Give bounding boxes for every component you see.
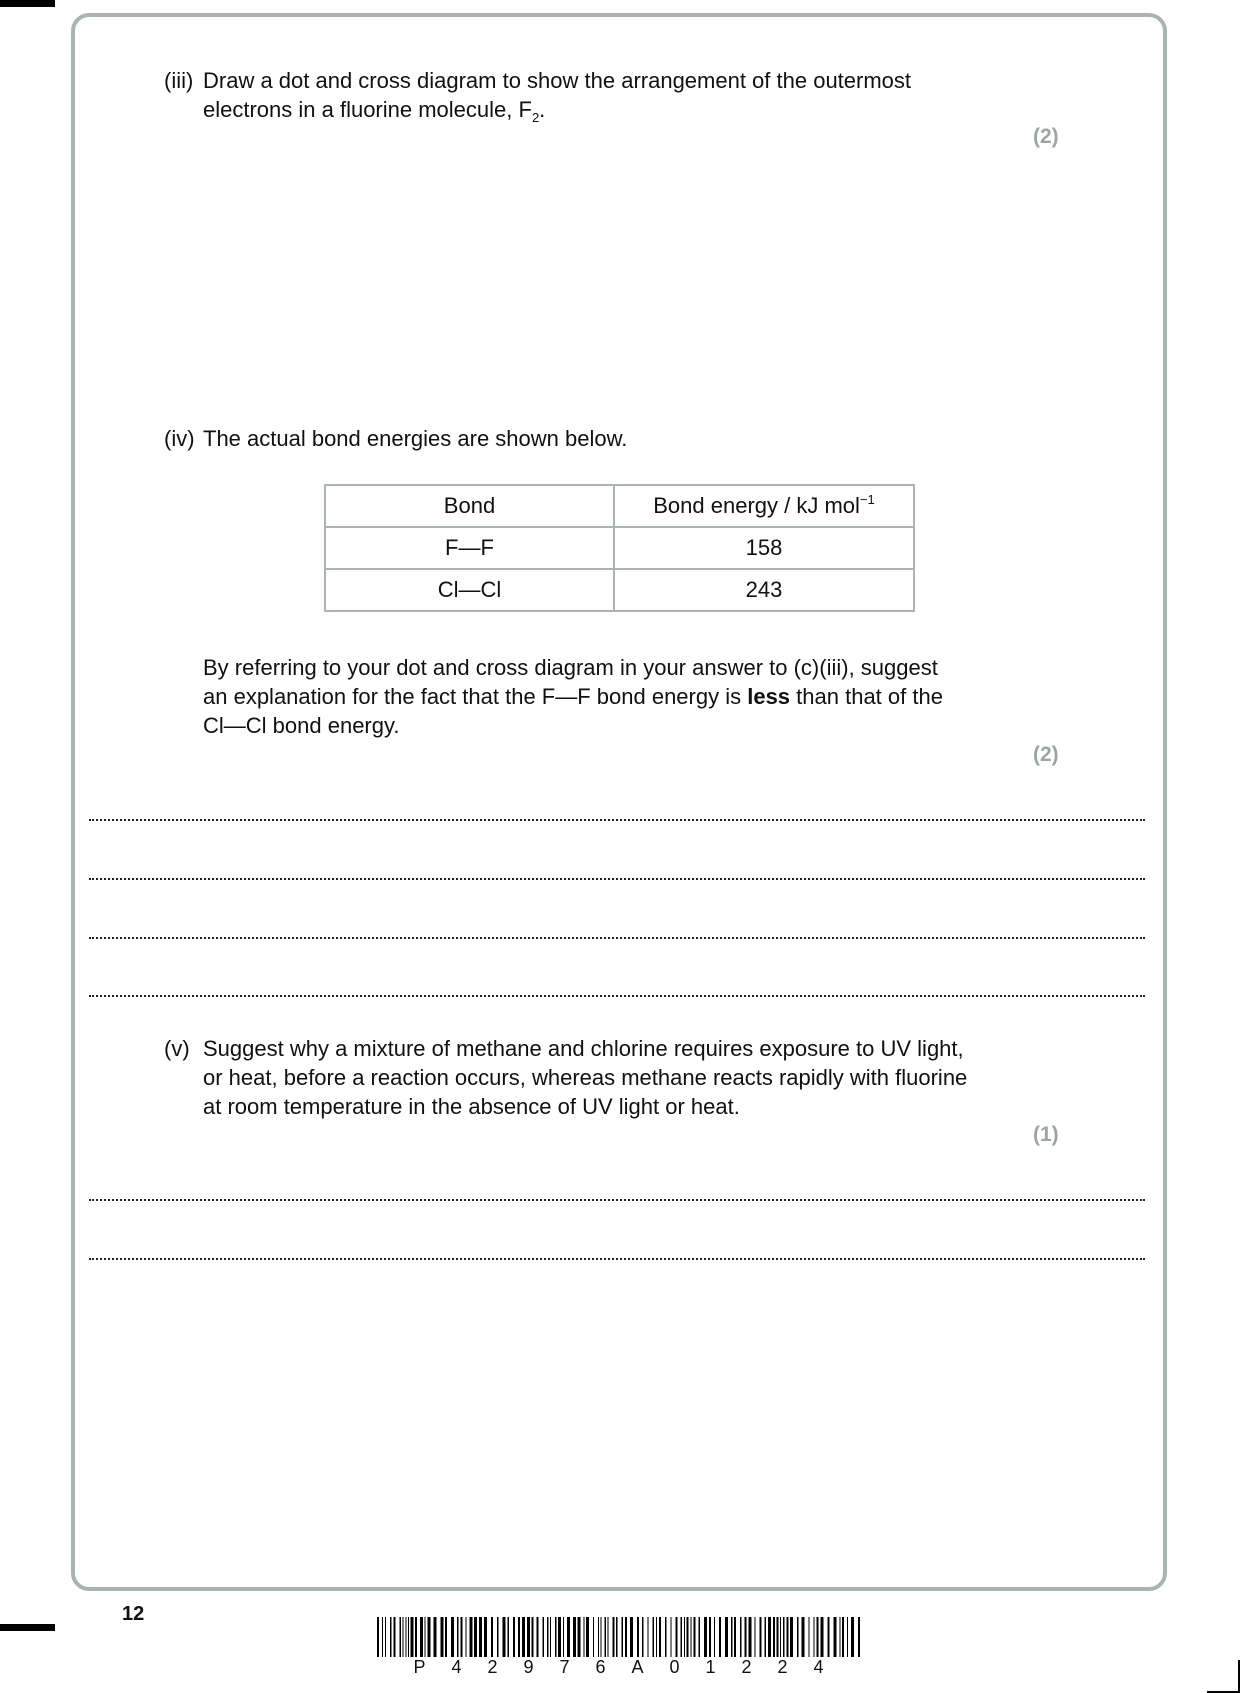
barcode-bar: [403, 1617, 404, 1657]
barcode-bar: [790, 1617, 793, 1657]
barcode-bar: [441, 1617, 444, 1657]
barcode-bar: [725, 1617, 728, 1657]
question-iv: [164, 424, 1064, 454]
barcode-bar: [734, 1617, 736, 1657]
barcode-bar: [694, 1617, 696, 1657]
barcode-bar: [382, 1617, 383, 1657]
question-iv-para-line3: Cl—Cl bond energy.: [203, 713, 400, 738]
barcode-bar: [470, 1617, 473, 1657]
question-iii-line1: Draw a dot and cross diagram to show the arrangement of the outermost: [203, 68, 912, 93]
barcode-bar: [783, 1617, 785, 1657]
barcode-char: [443, 1656, 453, 1678]
barcode-bar: [491, 1617, 493, 1657]
barcode-bar: [648, 1617, 649, 1657]
barcode-bar: [765, 1617, 767, 1657]
barcode-bar: [555, 1617, 557, 1657]
barcode-bar: [699, 1617, 701, 1657]
registration-mark-bottom-left: [0, 1624, 55, 1631]
barcode-bar: [598, 1617, 599, 1657]
barcode-bar: [479, 1617, 482, 1657]
barcode-bar: [608, 1617, 609, 1657]
barcode-bar: [755, 1617, 756, 1657]
barcode-bar: [497, 1617, 499, 1657]
barcode-bar: [858, 1617, 860, 1657]
barcode-bar: [532, 1617, 534, 1657]
barcode-bar: [558, 1617, 561, 1657]
barcode-char: [672, 1656, 682, 1678]
cell-bond: F—F: [325, 527, 614, 569]
question-iii-label: (iii): [164, 68, 194, 93]
barcode-bar: [616, 1617, 618, 1657]
answer-line[interactable]: [89, 1199, 1145, 1201]
barcode-bar: [780, 1617, 781, 1657]
barcode-bar: [474, 1617, 477, 1657]
answer-line[interactable]: [89, 1258, 1145, 1260]
barcode-bar: [508, 1617, 510, 1657]
barcode-bar: [653, 1617, 655, 1657]
barcode-bar: [745, 1617, 747, 1657]
barcode-bar: [797, 1617, 799, 1657]
barcode-bar: [642, 1617, 644, 1657]
barcode-bar: [659, 1617, 661, 1657]
barcode-bar: [567, 1617, 570, 1657]
barcode-bar: [809, 1617, 810, 1657]
barcode-bar: [656, 1617, 657, 1657]
barcode-text-full: P42976A01224: [413, 1657, 850, 1677]
barcode-bar: [749, 1617, 752, 1657]
barcode-bar: [773, 1617, 775, 1657]
barcode-bar: [457, 1617, 459, 1657]
barcode-bar: [834, 1617, 837, 1657]
question-v-label: (v): [164, 1036, 190, 1061]
barcode-bar: [400, 1617, 402, 1657]
barcode-bar: [613, 1617, 615, 1657]
barcode-bar: [573, 1617, 576, 1657]
header-bond-energy: [614, 485, 914, 527]
header-bond-energy-text: Bond energy / kJ mol: [653, 493, 860, 518]
barcode-char: [403, 1656, 415, 1678]
barcode-bar: [719, 1617, 721, 1657]
barcode-bar: [630, 1617, 633, 1657]
barcode-bar: [394, 1617, 396, 1657]
subscript-2: 2: [531, 110, 540, 125]
barcode-bar: [676, 1617, 678, 1657]
barcode-bar: [428, 1617, 431, 1657]
barcode-bar: [851, 1617, 854, 1657]
marks-v: (1): [1033, 1123, 1059, 1146]
barcode-bar: [684, 1617, 685, 1657]
barcode-bar: [466, 1617, 467, 1657]
question-iv-intro: The actual bond energies are shown below.: [203, 426, 628, 451]
marks-iii: (2): [1033, 125, 1059, 148]
header-superscript: −1: [859, 492, 875, 507]
barcode-bar: [842, 1617, 844, 1657]
barcode-text: [377, 1656, 860, 1678]
barcode-bar: [425, 1617, 426, 1657]
barcode-bar: [840, 1617, 841, 1657]
answer-line[interactable]: [89, 937, 1145, 939]
barcode-bar: [814, 1617, 815, 1657]
barcode-bar: [411, 1617, 414, 1657]
question-iv-paragraph: [203, 653, 1063, 743]
barcode-bar: [665, 1617, 667, 1657]
barcode-bar: [550, 1617, 551, 1657]
barcode-bar: [802, 1617, 805, 1657]
barcode-bar: [503, 1617, 506, 1657]
barcode-bar: [586, 1617, 589, 1657]
barcode-bar: [484, 1617, 487, 1657]
barcode-bar: [828, 1617, 830, 1657]
barcode-char: [824, 1656, 834, 1678]
marks-iv: (2): [1033, 743, 1059, 766]
barcode-bar: [385, 1617, 386, 1657]
answer-line[interactable]: [89, 878, 1145, 880]
barcode-bar: [434, 1617, 437, 1657]
table-row: [325, 527, 914, 569]
cell-energy: 243: [614, 569, 914, 611]
cell-energy: 158: [614, 527, 914, 569]
question-v: [164, 1034, 1064, 1124]
question-iv-para-line1: By referring to your dot and cross diagram in your answer to (c)(iii), suggest: [203, 655, 938, 680]
para-line2-end: than that of the: [790, 684, 943, 709]
barcode-bar: [681, 1617, 683, 1657]
barcode-bar: [543, 1617, 545, 1657]
barcode-bar: [847, 1617, 848, 1657]
barcode-bar: [518, 1617, 520, 1657]
barcode-bar: [584, 1617, 585, 1657]
barcode-bar: [537, 1617, 539, 1657]
barcode-bar: [821, 1617, 824, 1657]
barcode-char: [748, 1656, 758, 1678]
barcode-bar: [420, 1617, 423, 1657]
barcode-bar: [777, 1617, 779, 1657]
barcode-bar: [768, 1617, 771, 1657]
barcode-bar: [817, 1617, 819, 1657]
question-v-line1: Suggest why a mixture of methane and chlorine requires exposure to UV light,: [203, 1036, 964, 1061]
barcode-bar: [593, 1617, 594, 1657]
barcode-bar: [461, 1617, 463, 1657]
answer-line[interactable]: [89, 995, 1145, 997]
para-line2-text: an explanation for the fact that the F—F bond energy is: [203, 684, 748, 709]
table-header-row: [325, 485, 914, 527]
answer-line[interactable]: [89, 819, 1145, 821]
barcode-bar: [406, 1617, 407, 1657]
page-number: 12: [122, 1603, 145, 1625]
barcode-char: [710, 1656, 720, 1678]
barcode-bar: [709, 1617, 711, 1657]
barcode-bar: [625, 1617, 627, 1657]
registration-mark-top-left: [0, 0, 55, 7]
question-iii-line2: [203, 95, 911, 124]
diagram-answer-area[interactable]: [89, 160, 1145, 410]
barcode-bar: [760, 1617, 762, 1657]
question-iv-label: (iv): [164, 426, 195, 451]
barcode-bar: [605, 1617, 607, 1657]
barcode-bar: [578, 1617, 581, 1657]
question-iv-para-line2: [203, 682, 1063, 711]
barcode-bar: [704, 1617, 707, 1657]
cell-bond: Cl—Cl: [325, 569, 614, 611]
barcode-char: [786, 1656, 796, 1678]
barcode-bar: [445, 1617, 447, 1657]
question-v-line2: or heat, before a reaction occurs, whereas methane reacts rapidly with fluorine: [203, 1065, 968, 1090]
barcode-bar: [547, 1617, 549, 1657]
barcode-bar: [415, 1617, 417, 1657]
barcode-bar: [408, 1617, 409, 1657]
barcode-bar: [513, 1617, 515, 1657]
table-row: [325, 569, 914, 611]
barcode-bar: [527, 1617, 530, 1657]
barcode-bar: [622, 1617, 624, 1657]
barcode-bar: [451, 1617, 454, 1657]
barcode-bar: [601, 1617, 602, 1657]
header-bond: Bond: [325, 485, 614, 527]
barcode-bar: [671, 1617, 672, 1657]
barcode-bar: [740, 1617, 742, 1657]
barcode-bar: [563, 1617, 564, 1657]
barcode-bar: [691, 1617, 692, 1657]
emphasis-less: less: [747, 684, 791, 709]
barcode-bar: [390, 1617, 392, 1657]
question-iii: [164, 66, 1064, 126]
barcode-bar: [731, 1617, 733, 1657]
question-v-line3: at room temperature in the absence of UV light or heat.: [203, 1094, 740, 1119]
barcode-bar: [787, 1617, 789, 1657]
barcode-bar: [714, 1617, 715, 1657]
barcode: [377, 1617, 860, 1657]
barcode-bar: [522, 1617, 525, 1657]
barcode-char: [594, 1656, 604, 1678]
bond-energy-table: [324, 484, 915, 612]
barcode-char: [632, 1656, 644, 1678]
barcode-char: [557, 1656, 567, 1678]
question-iii-line2-end: .: [539, 97, 546, 122]
barcode-bar: [687, 1617, 689, 1657]
barcode-char-row: [377, 1656, 860, 1678]
question-iii-line2-text: electrons in a fluorine molecule, F: [203, 97, 532, 122]
barcode-char: [481, 1656, 491, 1678]
barcode-bar: [377, 1617, 379, 1657]
barcode-bar: [637, 1617, 639, 1657]
barcode-char: [519, 1656, 529, 1678]
